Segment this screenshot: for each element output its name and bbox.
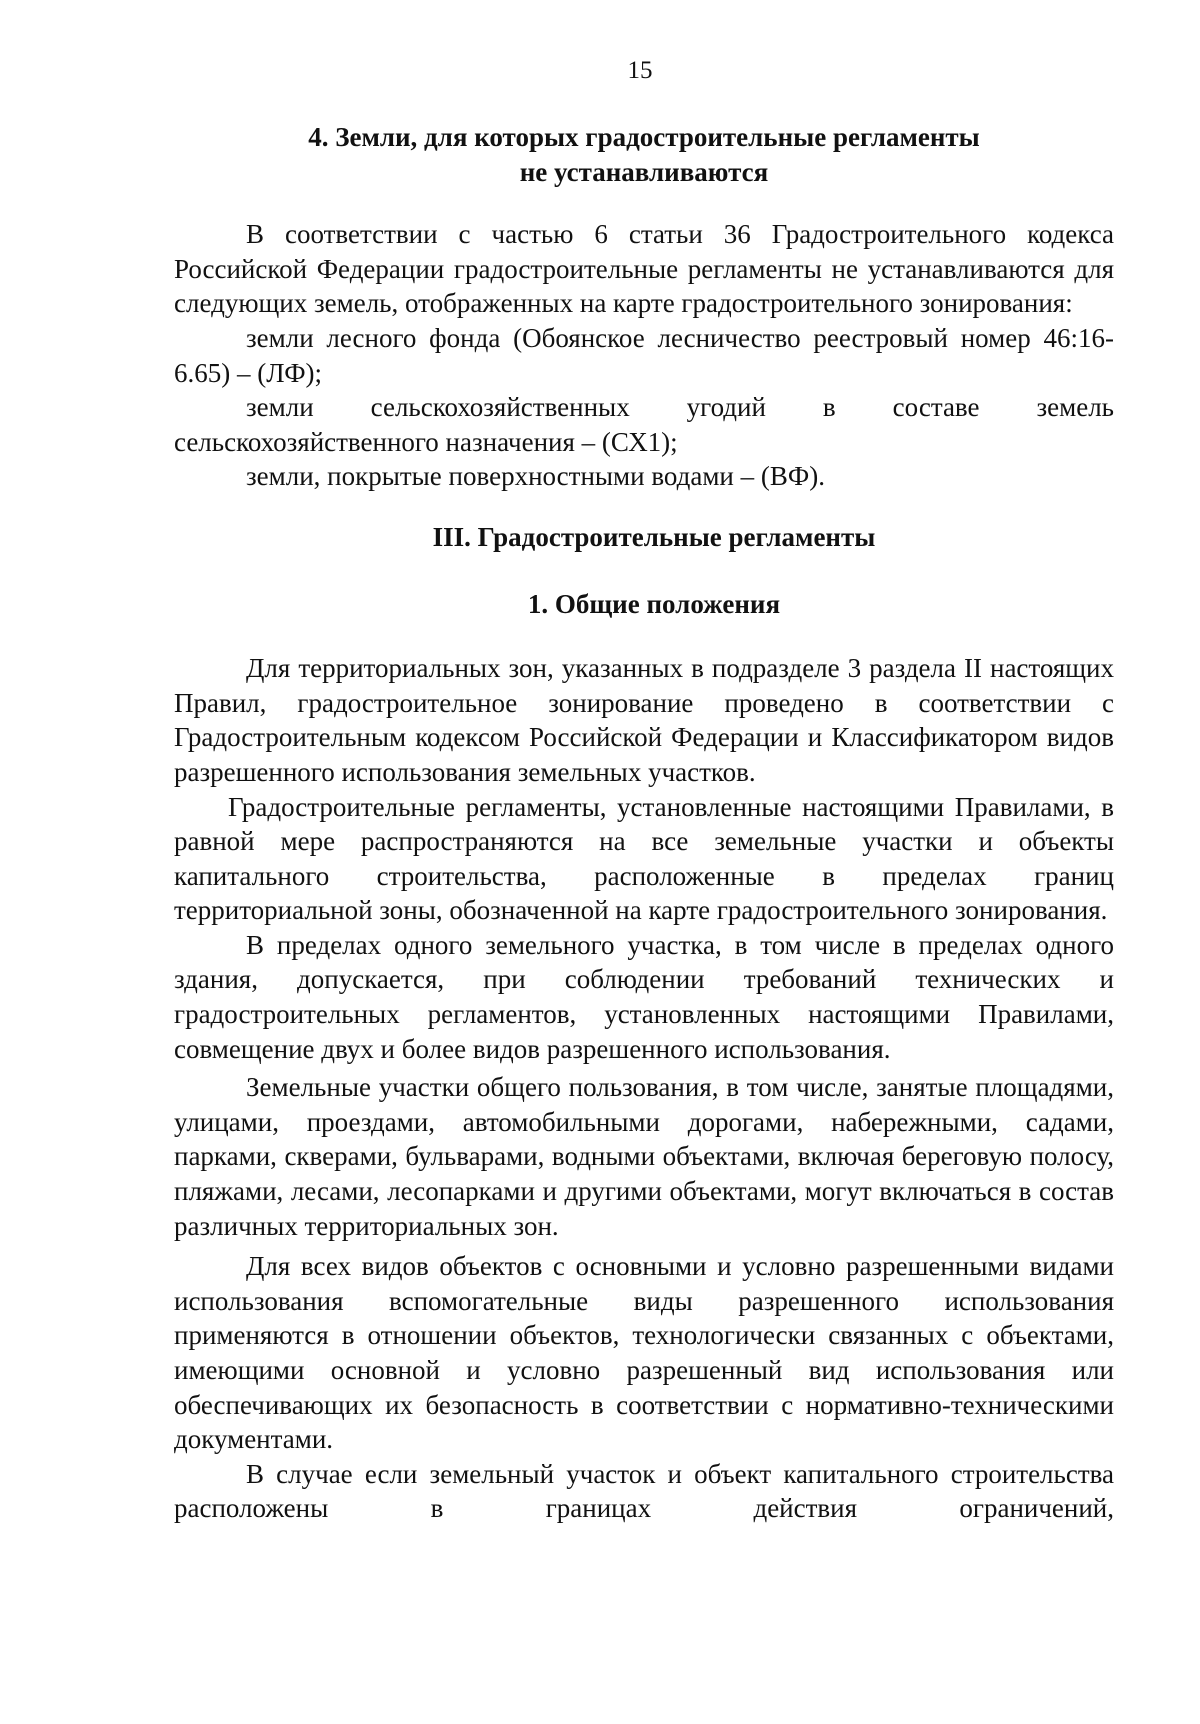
page-number: 15	[627, 57, 653, 84]
subsection-1-paragraph-5: Для всех видов объектов с основными и условно разрешенными видами использования вспомогательные виды разрешенного использования применяются в отношении объектов, технологически связанных с объектами, имеющими основной и условно разрешенный вид использования или обеспечивающих их безопасность в соответствии с нормативно-техническими документами.	[174, 1251, 1114, 1455]
section-4-item-forest-lands: земли лесного фонда (Обоянское лесничество реестровый номер 46:16-6.65) – (ЛФ);	[174, 322, 1114, 388]
subsection-1-paragraph-4: Земельные участки общего пользования, в том числе, занятые площадями, улицами, проездами, автомобильными дорогами, набережными, садами, парками, скверами, бульварами, водными объектами, включая береговую полосу, пляжами, лесами, лесопарками и другими объектами, могут включаться в состав различных территориальных зон.	[174, 1072, 1114, 1241]
subsection-1-paragraph-3: В пределах одного земельного участка, в том числе в пределах одного здания, допускается, при соблюдении требований технических и градостроительных регламентов, установленных настоящими Правилами, совмещение двух и более видов разрешенного использования.	[174, 929, 1114, 1064]
section-4-item-agricultural-lands: земли сельскохозяйственных угодий в составе земель сельскохозяйственного назначения – (СХ1);	[174, 392, 1114, 457]
section-4-heading	[174, 120, 1114, 189]
subsection-1-paragraph-2: Градостроительные регламенты, установленные настоящими Правилами, в равной мере распространяются на все земельные участки и объекты капитального строительства, расположенные в пределах границ территориальной зоны, обозначенной на карте градостроительного зонирования.	[174, 791, 1114, 926]
subsection-1-heading: 1. Общие положения	[527, 588, 781, 619]
page-content	[174, 120, 1114, 1526]
section-III-heading: III. Градостроительные регламенты	[432, 521, 876, 552]
section-4-heading-line-1: 4. Земли, для которых градостроительные регламенты	[308, 122, 980, 152]
section-4-item-water-lands: земли, покрытые поверхностными водами – (ВФ).	[246, 461, 825, 492]
section-4-heading-line-2: не устанавливаются	[519, 156, 769, 187]
section-4-intro-paragraph: В соответствии с частью 6 статьи 36 Градостроительного кодекса Российской Федерации градостроительные регламенты не устанавливаются для следующих земель, отображенных на карте градостроительного зонирования:	[174, 219, 1114, 319]
subsection-1-paragraph-1: Для территориальных зон, указанных в подразделе 3 раздела II настоящих Правил, градостроительное зонирование проведено в соответствии с Градостроительным кодексом Российской Федерации и Классификатором видов разрешенного использования земельных участков.	[174, 653, 1114, 787]
subsection-1-paragraph-6: В случае если земельный участок и объект капитального строительства расположены в границах действия ограничений,	[174, 1458, 1114, 1524]
